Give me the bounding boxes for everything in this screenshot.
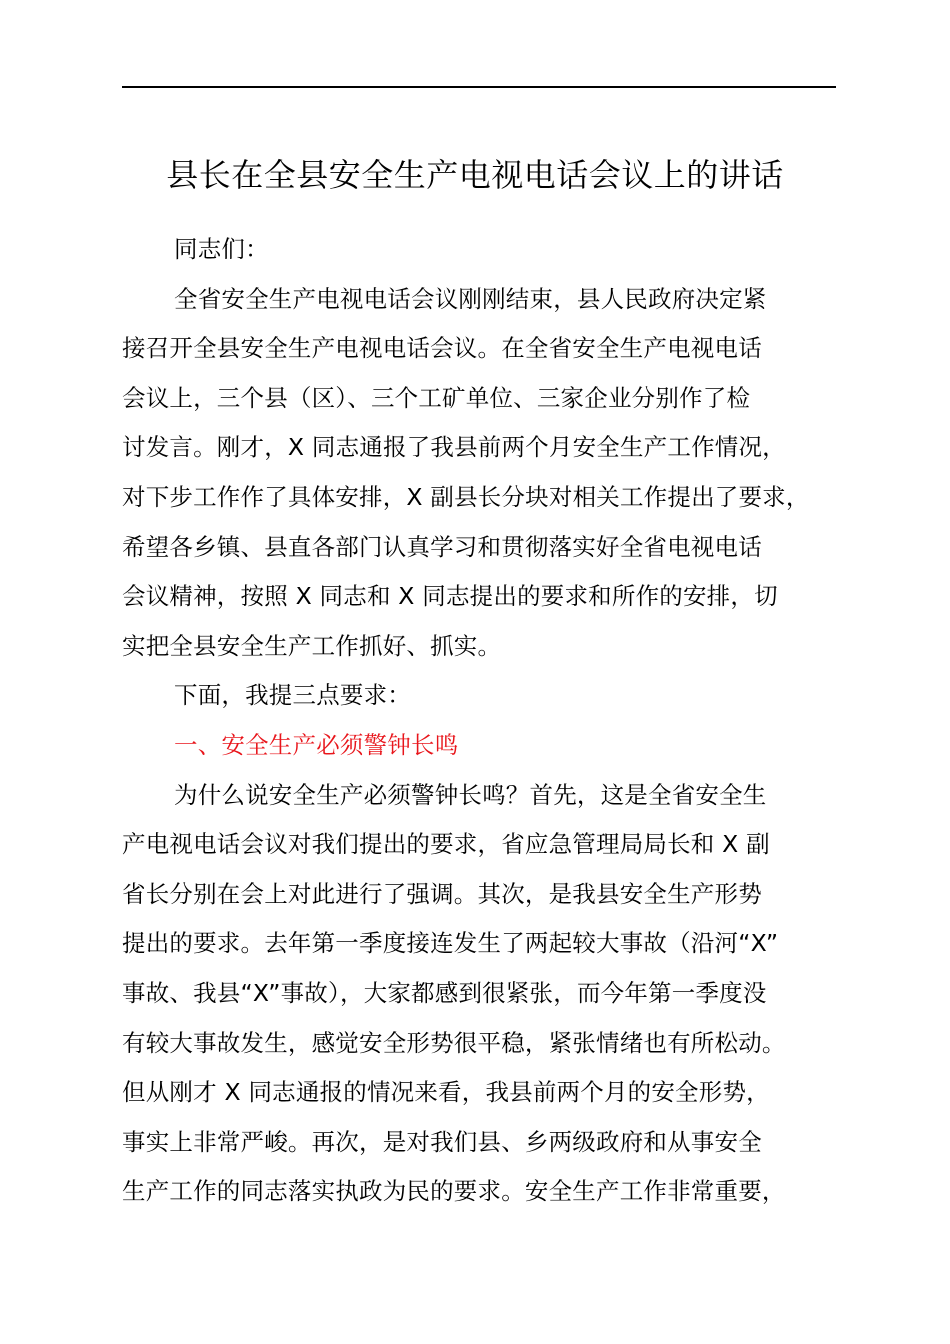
paragraph-line: 但从刚才 X 同志通报的情况来看，我县前两个月的安全形势， <box>122 1078 770 1107</box>
paragraph-line: 事实上非常严峻。再次，是对我们县、乡两级政府和从事安全 <box>122 1127 762 1156</box>
paragraph-line: 讨发言。刚才，X 同志通报了我县前两个月安全生产工作情况， <box>122 433 786 462</box>
document-title: 县长在全县安全生产电视电话会议上的讲话 <box>166 156 784 194</box>
section-heading: 一、安全生产必须警钟长鸣 <box>174 730 459 759</box>
paragraph-line: 提出的要求。去年第一季度接连发生了两起较大事故（沿河“X” <box>122 929 779 958</box>
intro-line: 下面，我提三点要求： <box>174 681 411 710</box>
paragraph-line: 对下步工作作了具体安排，X 副县长分块对相关工作提出了要求， <box>122 482 810 511</box>
paragraph-line: 会议精神，按照 X 同志和 X 同志提出的要求和所作的安排，切 <box>122 582 778 611</box>
paragraph-line: 实把全县安全生产工作抓好、抓实。 <box>122 631 502 660</box>
document-body <box>122 225 836 1217</box>
paragraph-line: 生产工作的同志落实执政为民的要求。安全生产工作非常重要， <box>122 1177 786 1206</box>
paragraph-line: 有较大事故发生，感觉安全形势很平稳，紧张情绪也有所松动。 <box>122 1028 786 1057</box>
header-rule <box>122 86 836 88</box>
paragraph-line: 接召开全县安全生产电视电话会议。在全省安全生产电视电话 <box>122 334 762 363</box>
paragraph-line: 省长分别在会上对此进行了强调。其次，是我县安全生产形势 <box>122 879 762 908</box>
paragraph-line: 会议上，三个县（区）、三个工矿单位、三家企业分别作了检 <box>122 383 751 412</box>
paragraph-line: 为什么说安全生产必须警钟长鸣？首先，这是全省安全生 <box>174 780 767 809</box>
greeting: 同志们： <box>174 235 269 263</box>
paragraph-line: 事故、我县“X”事故），大家都感到很紧张，而今年第一季度没 <box>122 978 767 1007</box>
paragraph-line: 产电视电话会议对我们提出的要求，省应急管理局局长和 X 副 <box>122 830 770 859</box>
paragraph-line: 全省安全生产电视电话会议刚刚结束，县人民政府决定紧 <box>174 284 767 313</box>
paragraph-line: 希望各乡镇、县直各部门认真学习和贯彻落实好全省电视电话 <box>122 532 762 561</box>
